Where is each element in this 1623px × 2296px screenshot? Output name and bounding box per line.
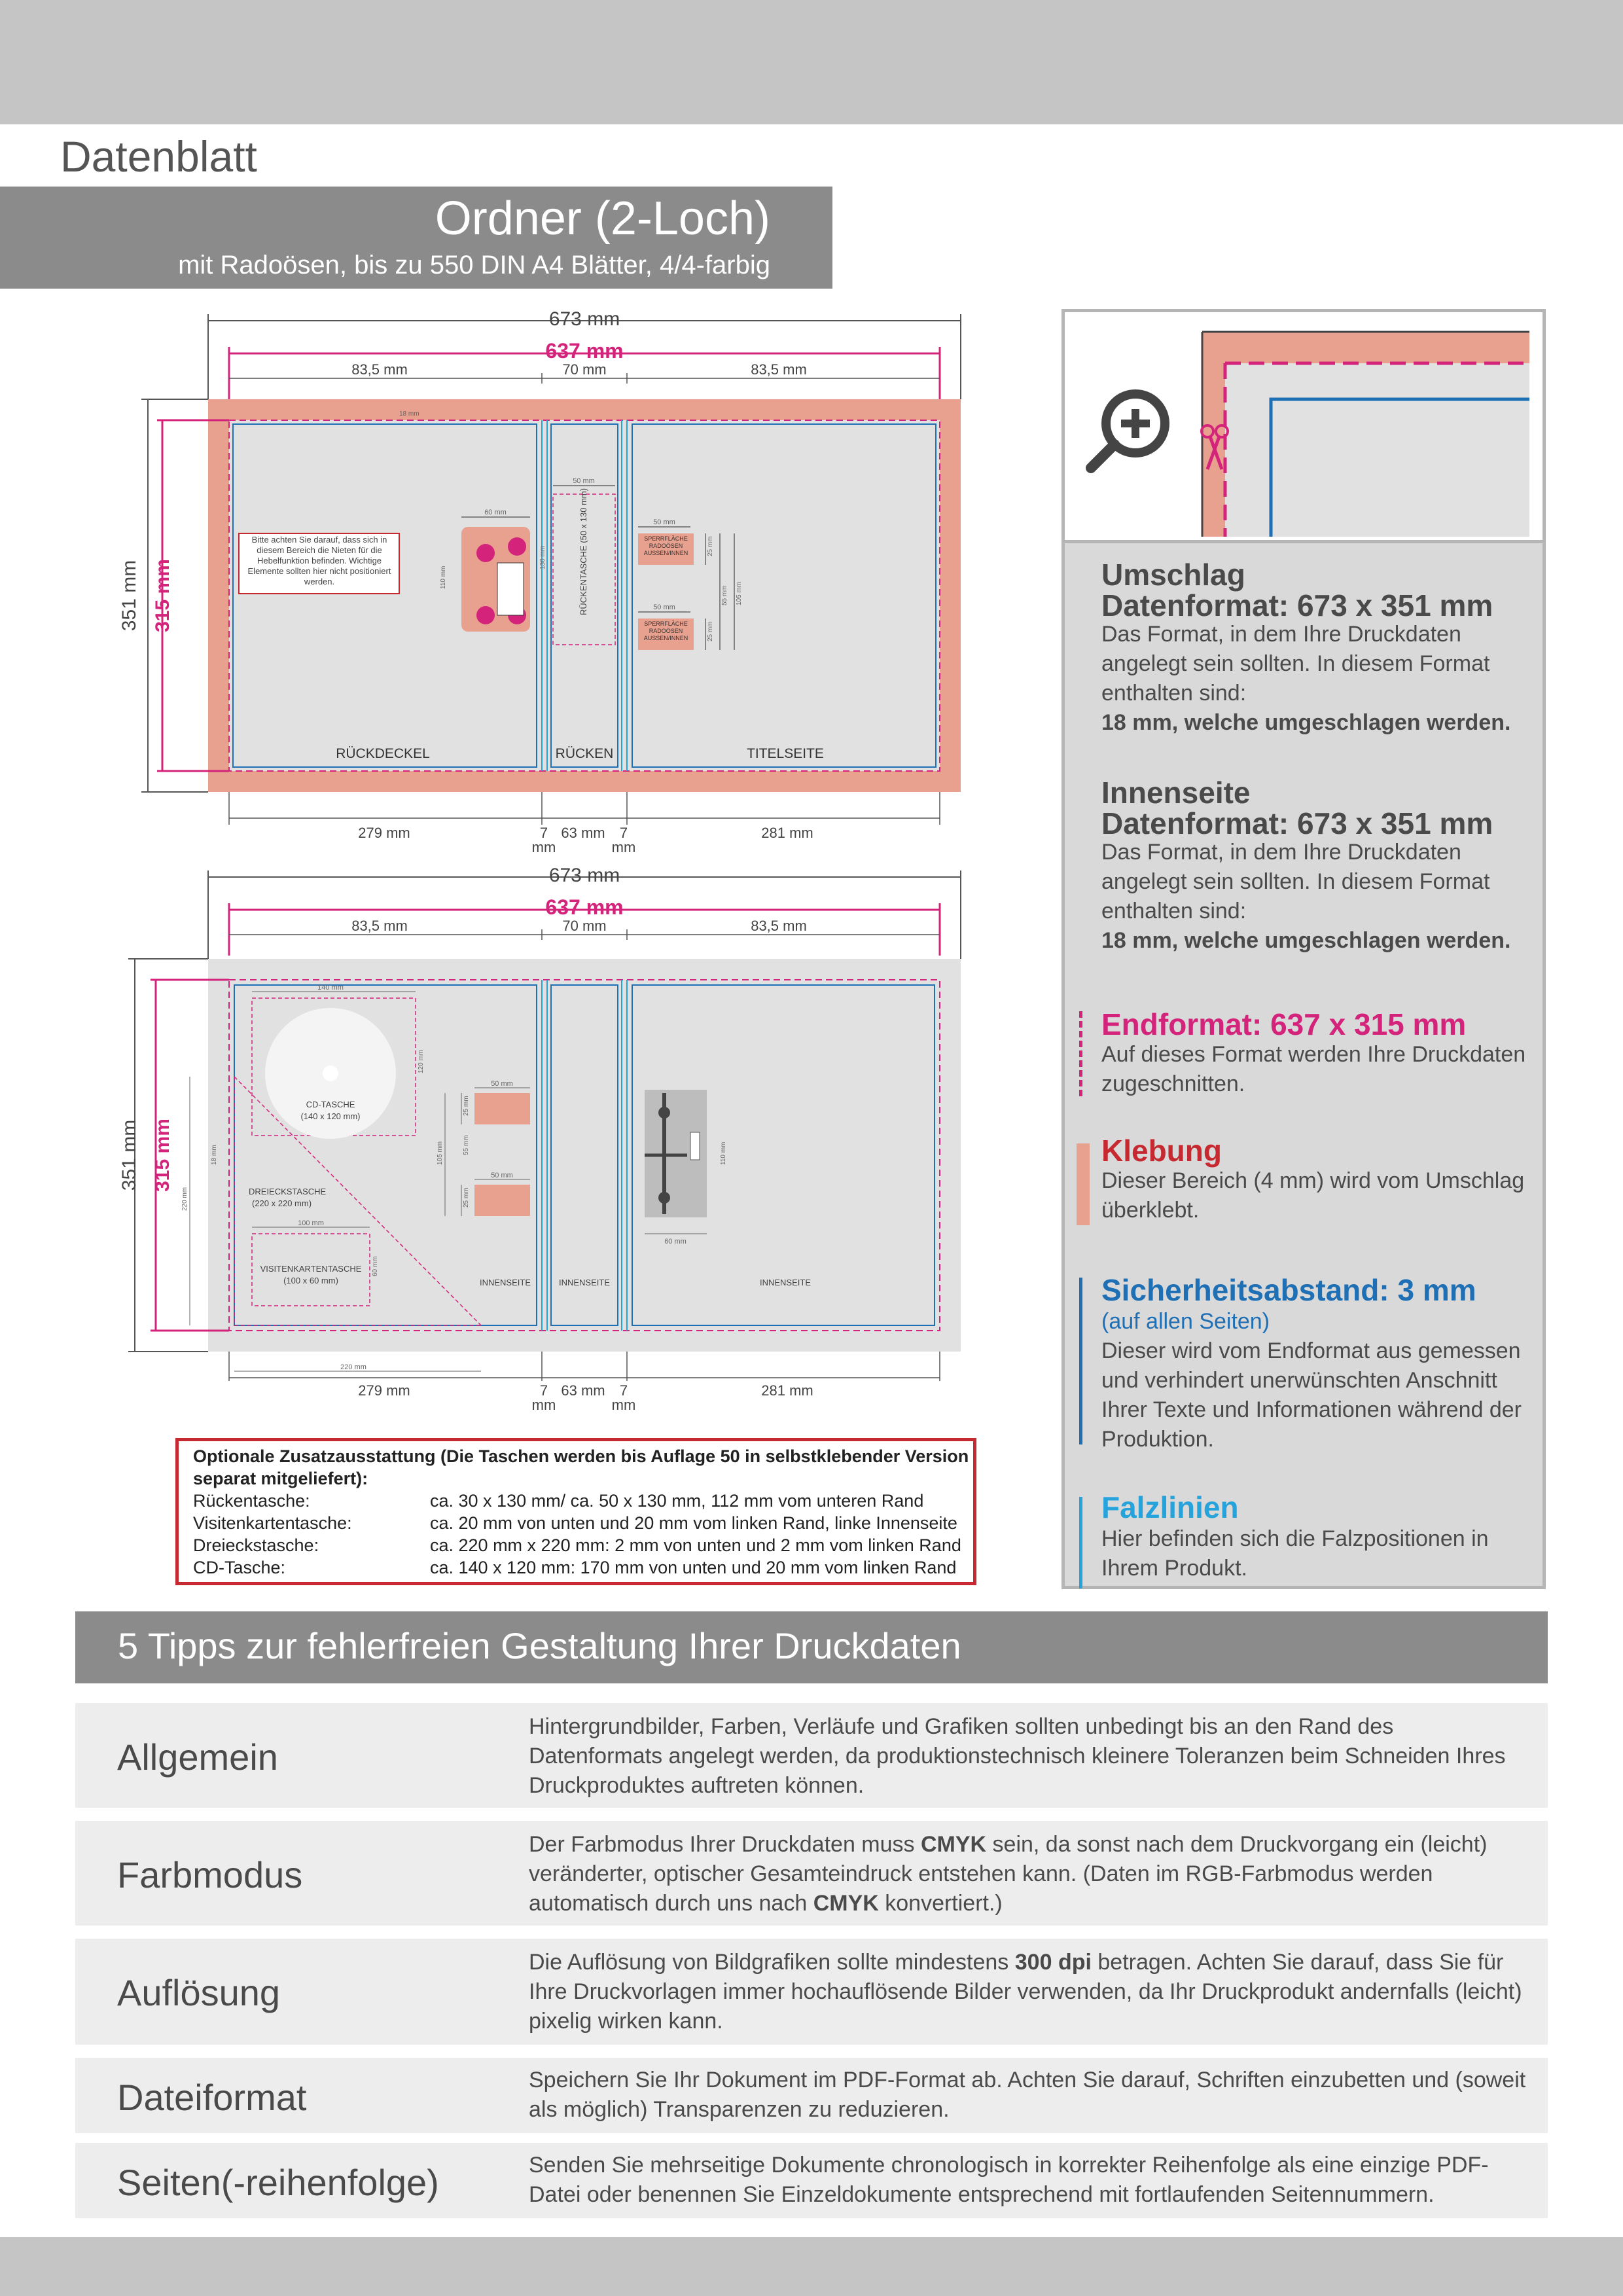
legend-inner-text: Das Format, in dem Ihre Druckdaten angelegt sein sollten. In diesem Format enthalten sind: [1101,840,1490,924]
tip-text: Hintergrundbilder, Farben, Verläufe und Grafiken sollten unbedingt bis an den Rand des Datenformats angelegt werden, da produktionstechnisch kleinere Toleranzen beim Schneiden Ihres Druckproduktes auftreten können. [529,1714,1506,1798]
outer-seg-mid: 70 mm [562,361,607,378]
optional-equipment-box [175,1438,976,1585]
tip-label: Allgemein [117,1736,278,1778]
rado-label-top: SPERRFLÄCHE RADOÖSEN AUSSEN/INNEN [643,535,688,556]
legend-cover-format: Datenformat: 673 x 351 mm [1101,588,1493,622]
svg-text:50 mm: 50 mm [573,477,595,485]
svg-text:(100 x 60 mm): (100 x 60 mm) [283,1276,338,1285]
svg-text:279 mm: 279 mm [358,1382,410,1399]
svg-text:55 mm: 55 mm [463,1135,470,1155]
inner-total-width: 673 mm [548,865,620,886]
tip-label: Farbmodus [117,1854,303,1895]
tips-heading: 5 Tipps zur fehlerfreien Gestaltung Ihrer Druckdaten [118,1625,961,1666]
svg-text:279 mm: 279 mm [358,825,410,841]
options-row: Rückentasche: ca. 30 x 130 mm/ ca. 50 x 130 mm, 112 mm vom unteren Rand [193,1491,924,1511]
options-heading: Optionale Zusatzausstattung (Die Taschen werden bis Auflage 50 in selbstklebender Version separat mitgeliefert): [193,1446,969,1488]
tip-row [75,1703,1548,1808]
label-spine: RÜCKEN [555,746,614,761]
svg-text:281 mm: 281 mm [761,1382,813,1399]
outer-height-end: 315 mm [152,559,173,632]
outer-total-width: 673 mm [548,308,620,330]
svg-text:105 mm: 105 mm [437,1141,444,1165]
svg-text:83,5 mm: 83,5 mm [351,918,408,934]
svg-text:63 mm: 63 mm [561,1382,605,1399]
triangle-pocket-label: DREIECKSTASCHE [249,1187,327,1196]
tip-row [75,1821,1548,1926]
inner-label-left: INNENSEITE [479,1278,531,1287]
legend-safety-title: Sicherheitsabstand: 3 mm [1101,1273,1476,1307]
legend-fold-text: Hier befinden sich die Falzpositionen in Ihrem Produkt. [1101,1526,1489,1581]
svg-text:(220 x 220 mm): (220 x 220 mm) [252,1198,312,1208]
svg-text:105 mm: 105 mm [736,581,743,605]
tip-label: Dateiformat [117,2077,307,2118]
rado-label-bottom: SPERRFLÄCHE RADOÖSEN AUSSEN/INNEN [643,620,688,641]
page-subtitle: mit Radoösen, bis zu 550 DIN A4 Blätter, 4/4-farbig [178,251,770,279]
legend-cover-bold: 18 mm, welche umgeschlagen werden. [1101,710,1511,735]
magnifier-icon [1091,394,1165,468]
svg-text:281 mm: 281 mm [761,825,813,841]
page-title: Ordner (2-Loch) [435,192,770,245]
svg-text:83,5 mm: 83,5 mm [751,918,807,934]
svg-text:mm: mm [531,839,556,855]
tip-label: Seiten(-reihenfolge) [117,2162,439,2203]
tip-text: Senden Sie mehrseitige Dokumente chronologisch in korrekter Reihenfolge als eine einzige PDF-Datei oder benennen Sie Einzeldokumente entsprechend mit fortlaufenden Seitennummern. [529,2153,1489,2207]
tip-label: Auflösung [117,1972,281,2013]
legend-panel [1061,309,1546,1589]
svg-text:25 mm: 25 mm [707,621,714,641]
inner-height-end: 315 mm [152,1119,173,1192]
svg-text:50 mm: 50 mm [653,603,675,611]
outer-seg-right: 83,5 mm [751,361,807,378]
legend-endformat-text: Auf dieses Format werden Ihre Druckdaten zugeschnitten. [1101,1042,1526,1096]
legend-inner-bold: 18 mm, welche umgeschlagen werden. [1101,928,1511,953]
svg-text:63 mm: 63 mm [561,825,605,841]
outer-height-total: 351 mm [118,560,140,632]
datasheet-label: Datenblatt [60,132,257,181]
datasheet-tag [0,126,325,185]
outer-seg-left: 83,5 mm [351,361,408,378]
svg-text:7: 7 [539,1382,548,1399]
inner-height-total: 351 mm [118,1119,140,1191]
svg-text:140 mm: 140 mm [317,984,344,992]
label-back-cover: RÜCKDECKEL [336,746,430,761]
svg-text:mm: mm [611,839,636,855]
tip-text: Der Farbmodus Ihrer Druckdaten muss CMYK sein, da sonst nach dem Druckvorgang ein (leicht) veränderter, optischer Gesamteindruck entstehen kann. (Daten im RGB-Farbmodus werden automatisch durch uns nach CMYK konvertiert.) [529,1832,1488,1916]
svg-text:(140 x 120 mm): (140 x 120 mm) [300,1111,361,1121]
svg-text:120 mm: 120 mm [418,1049,425,1073]
tips-header [75,1611,1548,1683]
outer-end-width: 637 mm [545,339,624,363]
label-front-cover: TITELSEITE [747,746,824,761]
legend-glue-title: Klebung [1101,1134,1222,1168]
options-row: Visitenkartentasche: ca. 20 mm von unten und 20 mm vom linken Rand, linke Innenseite [193,1513,957,1533]
svg-text:18 mm: 18 mm [399,410,419,418]
svg-text:220 mm: 220 mm [181,1187,188,1211]
inner-label-right: INNENSEITE [759,1278,812,1287]
tip-text: Die Auflösung von Bildgrafiken sollte mindestens 300 dpi betragen. Achten Sie darauf, dass Sie für Ihre Druckvorlagen immer hochauflösende Bilder verwenden, da Ihr Druckprodukt andernfalls (leicht) pixelig wirken kann. [529,1950,1522,2034]
svg-text:220 mm: 220 mm [340,1363,366,1371]
rivet-note: Bitte achten Sie darauf, dass sich in diesem Bereich die Nieten für die Hebelfunktion befinden. Wichtige Elemente sollten hier nicht positioniert werden. [247,535,391,586]
cd-pocket-label: CD-TASCHE [306,1100,355,1109]
options-row: Dreieckstasche: ca. 220 mm x 220 mm: 2 mm von unten und 2 mm vom linken Rand [193,1535,961,1555]
card-pocket-label: VISITENKARTENTASCHE [260,1264,362,1274]
inner-end-width: 637 mm [545,895,624,919]
svg-text:55 mm: 55 mm [721,585,728,605]
glue-marker [1077,1143,1090,1225]
svg-text:50 mm: 50 mm [653,518,675,526]
legend-inner-format: Datenformat: 673 x 351 mm [1101,806,1493,840]
legend-cover-title: Umschlag [1101,558,1245,592]
svg-text:mm: mm [531,1397,556,1413]
svg-text:100 mm: 100 mm [298,1219,324,1227]
endformat-marker [1079,1011,1082,1096]
legend-inner-title: Innenseite [1101,776,1251,810]
title-bar [0,187,832,289]
svg-text:7: 7 [539,825,548,841]
cover-outside-diagram [0,301,1047,855]
legend-glue-text: Dieser Bereich (4 mm) wird vom Umschlag überklebt. [1101,1168,1525,1223]
svg-text:110 mm: 110 mm [720,1141,727,1165]
zoom-detail [1065,312,1543,543]
svg-text:70 mm: 70 mm [562,918,607,934]
svg-text:mm: mm [611,1397,636,1413]
tip-text: Speichern Sie Ihr Dokument im PDF-Format ab. Achten Sie darauf, Schriften einzubetten und (soweit als möglich) Transparenzen zu reduzieren. [529,2068,1526,2122]
svg-text:25 mm: 25 mm [707,536,714,556]
spine-pocket-label: RÜCKENTASCHE (50 x 130 mm) [579,488,588,615]
safety-marker [1079,1278,1082,1444]
cover-inside-diagram [0,857,1047,1427]
svg-text:110 mm: 110 mm [440,565,447,589]
legend-safety-text: Dieser wird vom Endformat aus gemessen und verhindert unerwünschten Anschnitt Ihrer Texte und Informationen während der Produktion. [1101,1338,1522,1452]
svg-text:7: 7 [619,825,628,841]
svg-text:25 mm: 25 mm [463,1187,470,1208]
tip-row [75,2058,1548,2133]
svg-text:18 mm: 18 mm [211,1145,218,1165]
inner-label-mid: INNENSEITE [558,1278,611,1287]
tip-row [75,1939,1548,2045]
svg-text:50 mm: 50 mm [491,1080,513,1088]
svg-text:7: 7 [619,1382,628,1399]
fold-marker [1079,1497,1082,1588]
legend-cover-text: Das Format, in dem Ihre Druckdaten angelegt sein sollten. In diesem Format enthalten sind: [1101,622,1490,706]
svg-text:60 mm: 60 mm [372,1256,379,1276]
legend-safety-sub: (auf allen Seiten) [1101,1309,1270,1334]
svg-text:25 mm: 25 mm [463,1096,470,1116]
legend-fold-title: Falzlinien [1101,1490,1239,1524]
svg-text:60 mm: 60 mm [664,1238,687,1246]
top-band [0,0,1623,124]
svg-text:50 mm: 50 mm [491,1172,513,1179]
options-row: CD-Tasche: ca. 140 x 120 mm: 170 mm von unten und 20 mm vom linken Rand [193,1558,957,1577]
legend-endformat-title: Endformat: 637 x 315 mm [1101,1007,1467,1041]
svg-text:130 mm: 130 mm [539,545,546,569]
tip-row [75,2143,1548,2218]
svg-text:60 mm: 60 mm [484,509,507,516]
bottom-band [0,2237,1623,2296]
